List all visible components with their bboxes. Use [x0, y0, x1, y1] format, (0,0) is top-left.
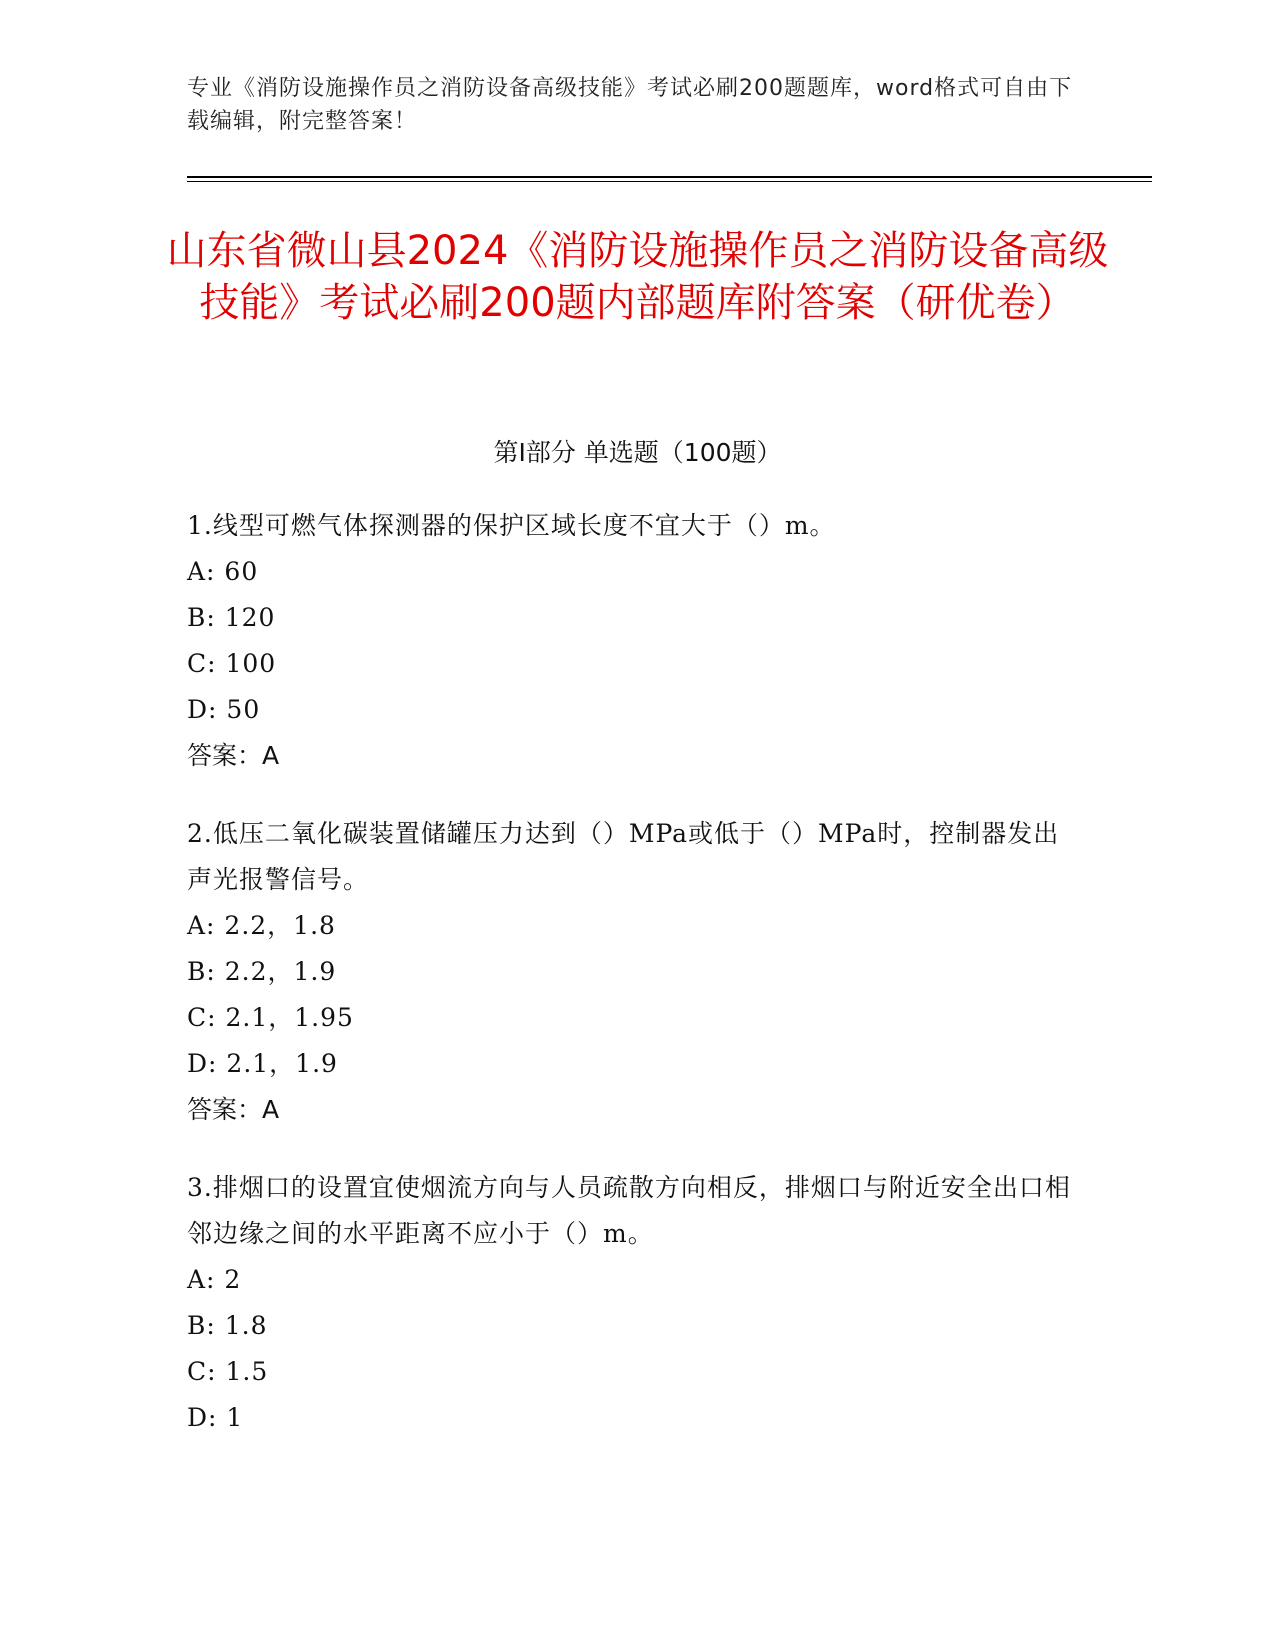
- section-heading: 第I部分 单选题（100题）: [493, 438, 782, 467]
- option-a: A: 2: [187, 1265, 242, 1294]
- question-stem: 3.排烟口的设置宜使烟流方向与人员疏散方向相反，排烟口与附近安全出口相邻边缘之间的水平距离不应小于（）m。: [187, 1173, 1071, 1248]
- header-rule-thick: [187, 176, 1152, 178]
- question-stem: 2.低压二氧化碳装置储罐压力达到（）MPa或低于（）MPa时，控制器发出声光报警信号。: [187, 819, 1060, 894]
- option-a: A: 60: [187, 557, 259, 586]
- option-c: C: 2.1，1.95: [187, 1003, 354, 1032]
- option-d: D: 50: [187, 695, 261, 724]
- question-stem: 1.线型可燃气体探测器的保护区域长度不宜大于（）m。: [187, 511, 836, 540]
- question-1: [187, 503, 1077, 779]
- option-d: D: 2.1，1.9: [187, 1049, 338, 1078]
- option-a: A: 2.2，1.8: [187, 911, 336, 940]
- answer-line: 答案：A: [187, 741, 280, 770]
- option-d: D: 1: [187, 1403, 244, 1432]
- header-note: 专业《消防设施操作员之消防设备高级技能》考试必刷200题题库，word格式可自由下载编辑，附完整答案！: [187, 76, 1073, 134]
- option-b: B: 120: [187, 603, 276, 632]
- question-2: [187, 811, 1077, 1133]
- option-c: C: 1.5: [187, 1357, 269, 1386]
- option-c: C: 100: [187, 649, 277, 678]
- header-rule-thin: [187, 181, 1152, 182]
- option-b: B: 1.8: [187, 1311, 268, 1340]
- option-b: B: 2.2，1.9: [187, 957, 337, 986]
- question-3: [187, 1165, 1077, 1441]
- document-title: 山东省微山县2024《消防设施操作员之消防设备高级技能》考试必刷200题内部题库附答案（研优卷）: [166, 228, 1109, 326]
- answer-line: 答案：A: [187, 1095, 280, 1124]
